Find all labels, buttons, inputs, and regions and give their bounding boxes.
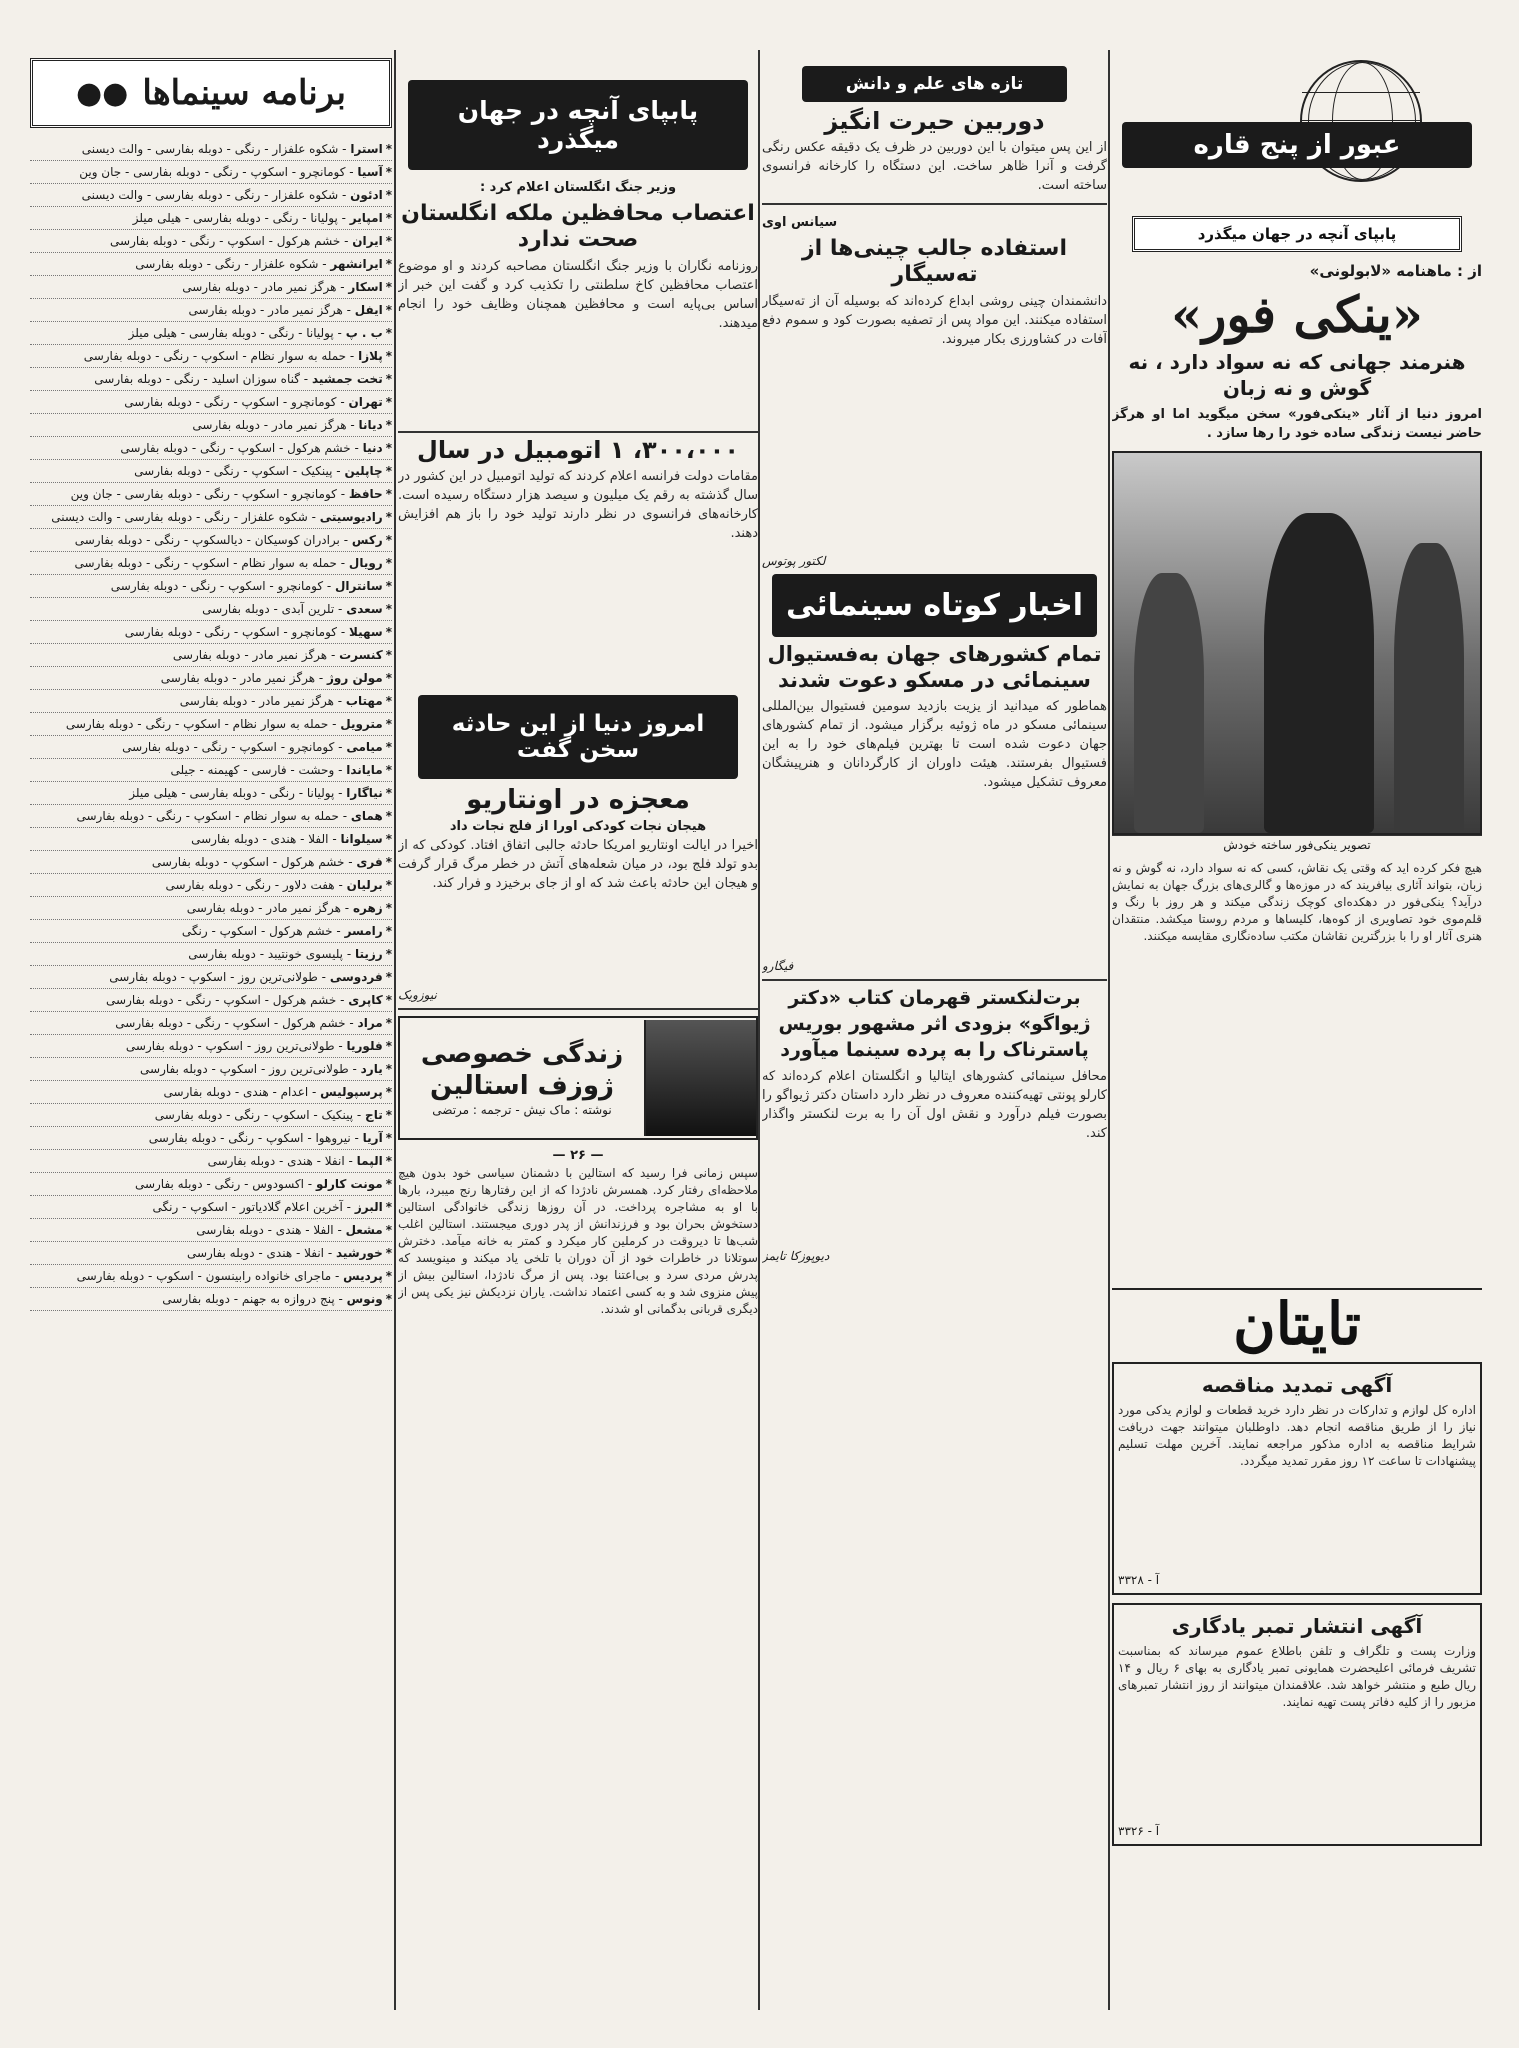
asterisk-icon: * <box>385 1131 392 1145</box>
article-subhead: هنرمند جهانی که نه سواد دارد ، نه گوش و نه زبان <box>1128 350 1466 400</box>
cinema-listing-item: *پردیس - ماجرای خانواده رابینسون - اسکوپ - دوبله بفارسی <box>30 1265 392 1288</box>
article-label: سیانس اوی <box>762 215 838 230</box>
cinema-listing-item: *کنسرت - هرگز نمیر مادر - دوبله بفارسی <box>30 644 392 667</box>
cinema-listing-item: *ایرانشهر - شکوه علفزار - رنگی - دوبله بفارسی <box>30 253 392 276</box>
cinema-name: سعدی <box>346 602 383 616</box>
asterisk-icon: * <box>385 809 392 823</box>
cinema-film-info: گناه سوزان اسلید - رنگی - دوبله بفارسی <box>94 372 300 386</box>
cinema-name: مهتاب <box>345 694 383 708</box>
asterisk-icon: * <box>385 349 392 363</box>
asterisk-icon: * <box>385 993 392 1007</box>
cinema-listing-item: *زهره - هرگز نمیر مادر - دوبله بفارسی <box>30 897 392 920</box>
people-icon: ●● <box>76 75 129 111</box>
asterisk-icon: * <box>385 694 392 708</box>
section-banner: پابپای آنچه در جهان میگذرد <box>408 80 748 170</box>
cinema-film-info: خشم هرکول - اسکوپ - رنگی - دوبله بفارسی <box>120 441 351 455</box>
asterisk-icon: * <box>385 1154 392 1168</box>
cinema-name: فردوسی <box>329 970 383 984</box>
cinema-film-info: پولیانا - رنگی - دوبله بفارسی - هیلی میلز <box>128 326 334 340</box>
cinema-film-info: پینکیک - اسکوپ - رنگی - دوبله بفارسی <box>154 1108 354 1122</box>
asterisk-icon: * <box>385 924 392 938</box>
cinema-film-info: حمله به سوار نظام - اسکوپ - رنگی - دوبله بفارسی <box>76 809 339 823</box>
cinema-listing-item: *مهتاب - هرگز نمیر مادر - دوبله بفارسی <box>30 690 392 713</box>
cinema-name: کنسرت <box>339 648 383 662</box>
cinema-film-info: هرگز نمیر مادر - دوبله بفارسی <box>186 901 341 915</box>
cinema-listing-item: *دنیا - خشم هرکول - اسکوپ - رنگی - دوبله بفارسی <box>30 437 392 460</box>
cinema-listing-item: *ونوس - پنج دروازه به جهنم - دوبله بفارسی <box>30 1288 392 1311</box>
photo-caption: تصویر ینکی‌فور ساخته خودش <box>1112 835 1482 854</box>
article-headline: «ینکی فور» <box>1170 285 1424 344</box>
cinema-name: کاپری <box>348 993 383 1007</box>
cinema-film-info: هرگز نمیر مادر - دوبله بفارسی <box>188 303 343 317</box>
cinema-name: میامی <box>346 740 383 754</box>
asterisk-icon: * <box>385 142 392 156</box>
cinema-film-info: کومانچرو - اسکوپ - رنگی - دوبله بفارسی <box>122 740 335 754</box>
asterisk-icon: * <box>385 395 392 409</box>
cinema-film-info: کومانچرو - اسکوپ - رنگی - دوبله بفارسی <box>124 625 338 639</box>
article-signature: فیگارو <box>762 959 794 973</box>
cinema-list <box>30 138 392 1311</box>
asterisk-icon: * <box>385 717 392 731</box>
cinema-listing-item: *رادیوسیتی - شکوه علفزار - رنگی - دوبله بفارسی - والت دیسنی <box>30 506 392 529</box>
asterisk-icon: * <box>385 464 392 478</box>
column-world-five-continents <box>1112 60 1482 2010</box>
cinema-film-info: آخرین اعلام گلادیاتور - اسکوپ - رنگی <box>152 1200 343 1214</box>
cinema-film-info: پنج دروازه به جهنم - دوبله بفارسی <box>162 1292 335 1306</box>
asterisk-icon: * <box>385 625 392 639</box>
cinema-listing-item: *آریا - نیروهوا - اسکوپ - رنگی - دوبله بفارسی <box>30 1127 392 1150</box>
cinema-name: مولن روژ <box>327 671 383 685</box>
cinema-name: سیلوانا <box>340 832 383 846</box>
cinema-listing-item: *حافظ - کومانچرو - اسکوپ - رنگی - دوبله بفارسی - جان وین <box>30 483 392 506</box>
cinema-name: یارد <box>360 1062 383 1076</box>
cinema-name: ونوس <box>346 1292 383 1306</box>
article-headline: دوربین حیرت انگیز <box>824 107 1045 135</box>
cinema-name: ایفل <box>354 303 383 317</box>
asterisk-icon: * <box>385 763 392 777</box>
cinema-listing-item: *نیاگارا - پولیانا - رنگی - دوبله بفارسی - هیلی میلز <box>30 782 392 805</box>
series-part: — ۲۶ — <box>552 1148 604 1163</box>
asterisk-icon: * <box>385 556 392 570</box>
cinema-listing-item: *سعدی - تلرین آبدی - دوبله بفارسی <box>30 598 392 621</box>
cinema-name: رادیوسیتی <box>319 510 383 524</box>
titan-logo: تایتان <box>1112 1288 1482 1358</box>
asterisk-icon: * <box>385 1200 392 1214</box>
cinema-listing-item: *دیانا - هرگز نمیر مادر - دوبله بفارسی <box>30 414 392 437</box>
section-banner: تازه های علم و دانش <box>802 66 1067 102</box>
cinema-listing-item: *پلازا - حمله به سوار نظام - اسکوپ - رنگی - دوبله بفارسی <box>30 345 392 368</box>
asterisk-icon: * <box>385 786 392 800</box>
cinema-listing-item: *البرز - آخرین اعلام گلادیاتور - اسکوپ - رنگی <box>30 1196 392 1219</box>
asterisk-icon: * <box>385 1016 392 1030</box>
cinema-listing-item: *پرسپولیس - اعدام - هندی - دوبله بفارسی <box>30 1081 392 1104</box>
cinema-name: پرسپولیس <box>320 1085 383 1099</box>
article-signature: دیوپوزکا تایمز <box>762 1249 830 1263</box>
cinema-film-info: حمله به سوار نظام - اسکوپ - رنگی - دوبله بفارسی <box>83 349 347 363</box>
asterisk-icon: * <box>385 326 392 340</box>
cinema-listing-item: *رامسر - خشم هرکول - اسکوپ - رنگی <box>30 920 392 943</box>
cinema-film-info: حمله به سوار نظام - اسکوپ - رنگی - دوبله بفارسی <box>74 556 337 570</box>
cinema-name: زهره <box>352 901 383 915</box>
cinema-name: حافظ <box>348 487 383 501</box>
cinema-film-info: شکوه علفزار - رنگی - دوبله بفارسی - والت دیسنی <box>81 142 339 156</box>
section-label: پابپای آنچه در جهان میگذرد <box>1132 216 1462 252</box>
column-world-events <box>398 50 758 2010</box>
series-author: نوشته : ماک نیش - ترجمه : مرتضی <box>432 1102 612 1117</box>
cinema-name: مایاندا <box>346 763 383 777</box>
asterisk-icon: * <box>385 211 392 225</box>
article-body: هیچ فکر کرده اید که وقتی یک نقاش، کسی که نه سواد دارد، نه گوش و نه زبان، بتواند آثاری بیافریند که در موزه‌ها و گالری‌های بزرگ جهان به نمایش درآید؟ ینکی‌فور در دهکده‌ای کوچک زندگی میکند و هر روز با رنگ و قلم‌موی خود تصاویری از کوه‌ها، کلیساها و مردم روستا میکشد. منتقدان هنری آثار او را با بزرگترین نقاشان مکتب ساده‌نگاری مقایسه میکنند. <box>1112 861 1482 943</box>
article-body: محافل سینمائی کشورهای ایتالیا و انگلستان اعلام کرده‌اند که کارلو پونتی تهیه‌کننده معروف در نظر دارد داستان دکتر ژیواگو را بصورت فیلم درآورد و نقش اول آن را به برت لنکستر واگذار کند. <box>762 1069 1107 1141</box>
cinema-film-info: هفت دلاور - رنگی - دوبله بفارسی <box>165 878 335 892</box>
cinema-listing-item: *تخت جمشید - گناه سوزان اسلید - رنگی - دوبله بفارسی <box>30 368 392 391</box>
cinema-listing-item: *مایاندا - وحشت - فارسی - کهیمنه - جیلی <box>30 759 392 782</box>
cinema-name: فلوریا <box>346 1039 383 1053</box>
stamp-notice-ref: آ - ۳۳۲۶ <box>1118 1824 1160 1838</box>
column-rule <box>758 50 760 2010</box>
cinema-film-info: کومانچرو - اسکوپ - رنگی - دوبله بفارسی - جان وین <box>79 165 346 179</box>
article-intro: امروز دنیا از آثار «ینکی‌فور» سخن میگوید اما او هرگز حاضر نیست زندگی ساده خود را رها سازد . <box>1112 407 1482 441</box>
article-headline: برت‌لنکستر قهرمان کتاب «دکتر ژیواگو» بزودی اثر مشهور بوریس پاسترناک را به پرده سینما میآورد <box>778 987 1091 1061</box>
cinema-name: ایرانشهر <box>330 257 383 271</box>
asterisk-icon: * <box>385 372 392 386</box>
cinema-name: الپما <box>356 1154 383 1168</box>
cinema-film-info: خشم هرکول - اسکوپ - رنگی - دوبله بفارسی <box>115 1016 346 1030</box>
cinema-film-info: خشم هرکول - اسکوپ - دوبله بفارسی <box>151 855 345 869</box>
article-body: اخیرا در ایالت اونتاریو امریکا حادثه جالبی اتفاق افتاد. کودکی که از بدو تولد فلج بود، در میان شعله‌های آتش در خطر مرگ قرار گرفت و هیجان این حادثه باعث شد که او از جای برخیزد و فرار کند. <box>398 838 758 891</box>
asterisk-icon: * <box>385 1246 392 1260</box>
cinema-listing-item: *سهیلا - کومانچرو - اسکوپ - رنگی - دوبله بفارسی <box>30 621 392 644</box>
cinema-film-info: طولانی‌ترین روز - اسکوپ - دوبله بفارسی <box>109 970 318 984</box>
cinema-name: آریا <box>362 1131 383 1145</box>
asterisk-icon: * <box>385 1039 392 1053</box>
tender-notice-body: اداره کل لوازم و تدارکات در نظر دارد خرید قطعات و لوازم یدکی مورد نیاز را از طریق مناقصه انجام دهد. داوطلبان میتوانند جهت دریافت شرایط مناقصه به اداره مذکور مراجعه نمایند. آخرین مهلت تسلیم پیشنهادات تا ساعت ۱۲ روز مقرر تمدید میگردد. <box>1118 1403 1476 1468</box>
cinema-name: چاپلین <box>344 464 383 478</box>
asterisk-icon: * <box>385 1292 392 1306</box>
cinema-film-info: حمله به سوار نظام - اسکوپ - رنگی - دوبله بفارسی <box>65 717 329 731</box>
section-banner: عبور از پنج قاره <box>1122 122 1472 168</box>
cinema-film-info: وحشت - فارسی - کهیمنه - جیلی <box>170 763 335 777</box>
asterisk-icon: * <box>385 533 392 547</box>
asterisk-icon: * <box>385 855 392 869</box>
stalin-portrait <box>644 1020 756 1136</box>
cinema-film-info: شکوه علفزار - رنگی - دوبله بفارسی <box>135 257 319 271</box>
cinema-name: تهران <box>348 395 383 409</box>
cinema-listing-item: *امپایر - پولیانا - رنگی - دوبله بفارسی - هیلی میلز <box>30 207 392 230</box>
cinema-listing-item: *برلیان - هفت دلاور - رنگی - دوبله بفارسی <box>30 874 392 897</box>
section-banner: امروز دنیا از این حادثه سخن گفت <box>418 695 738 779</box>
cinema-name: اسکار <box>348 280 383 294</box>
photo-figure <box>1134 573 1204 833</box>
cinema-name: مترویل <box>340 717 383 731</box>
cinema-name: آسیا <box>357 165 383 179</box>
cinema-name: استرا <box>350 142 383 156</box>
asterisk-icon: * <box>385 970 392 984</box>
asterisk-icon: * <box>385 947 392 961</box>
cinema-film-info: پولیانا - رنگی - دوبله بفارسی - هیلی میلز <box>132 211 338 225</box>
asterisk-icon: * <box>385 648 392 662</box>
cinema-listing-item: *فلوریا - طولانی‌ترین روز - اسکوپ - دوبله بفارسی <box>30 1035 392 1058</box>
cinema-listing-item: *ادئون - شکوه علفزار - رنگی - دوبله بفارسی - والت دیسنی <box>30 184 392 207</box>
article-signature: لکتور پوتوس <box>762 554 826 568</box>
cinema-listing-item: *کاپری - خشم هرکول - اسکوپ - رنگی - دوبله بفارسی <box>30 989 392 1012</box>
cinema-listing-item: *رویال - حمله به سوار نظام - اسکوپ - رنگی - دوبله بفارسی <box>30 552 392 575</box>
asterisk-icon: * <box>385 1085 392 1099</box>
cinema-film-info: الفلا - هندی - دوبله بفارسی <box>191 832 329 846</box>
cinema-name: ب . پ <box>345 326 383 340</box>
asterisk-icon: * <box>385 188 392 202</box>
cinema-film-info: شکوه علفزار - رنگی - دوبله بفارسی - والت دیسنی <box>81 188 339 202</box>
cinema-name: رزیتا <box>354 947 383 961</box>
stamp-notice-title: آگهی انتشار تمبر یادگاری <box>1171 1614 1423 1638</box>
cinema-film-info: طولانی‌ترین روز - اسکوپ - دوبله بفارسی <box>140 1062 349 1076</box>
cinema-film-info: الفلا - هندی - دوبله بفارسی <box>196 1223 334 1237</box>
article-source: از : ماهنامه «لابولونی» <box>1309 262 1482 280</box>
cinema-name: رویال <box>348 556 383 570</box>
cinema-header-title: برنامه سینماها <box>142 73 346 113</box>
asterisk-icon: * <box>385 1062 392 1076</box>
article-body: هماطور که میدانید از یزیت بازدید سومین فستیوال بین‌المللی سینمائی مسکو در ماه ژوئیه برگزار میشود. از تمام کشورهای جهان دعوت شده است تا بهترین فیلم‌های خود را به این فستیوال بفرستند. هیئت داوران از کارگردانان و هنرپیشگان معروف تشکیل میشود. <box>762 699 1107 790</box>
asterisk-icon: * <box>385 487 392 501</box>
cinema-film-info: پینکیک - اسکوپ - رنگی - دوبله بفارسی <box>134 464 333 478</box>
asterisk-icon: * <box>385 165 392 179</box>
article-headline: معجزه در اونتاریو <box>466 785 690 815</box>
cinema-film-info: خشم هرکول - اسکوپ - رنگی <box>181 924 333 938</box>
cinema-header <box>30 58 392 128</box>
section-banner: اخبار کوتاه سینمائی <box>772 574 1097 637</box>
cinema-listing-item: *ب . پ - پولیانا - رنگی - دوبله بفارسی - هیلی میلز <box>30 322 392 345</box>
cinema-listing-item: *ایفل - هرگز نمیر مادر - دوبله بفارسی <box>30 299 392 322</box>
cinema-listing-item: *مترویل - حمله به سوار نظام - اسکوپ - رنگی - دوبله بفارسی <box>30 713 392 736</box>
cinema-listing-item: *رکس - برادران کوسیکان - دیالسکوپ - رنگی - دوبله بفارسی <box>30 529 392 552</box>
cinema-film-info: نیروهوا - اسکوپ - رنگی - دوبله بفارسی <box>148 1131 351 1145</box>
article-headline: استفاده جالب چینی‌ها از ته‌سیگار <box>802 236 1067 287</box>
asterisk-icon: * <box>385 441 392 455</box>
cinema-listing-item: *همای - حمله به سوار نظام - اسکوپ - رنگی - دوبله بفارسی <box>30 805 392 828</box>
cinema-film-info: پلیسوی خونتیبد - دوبله بفارسی <box>188 947 344 961</box>
asterisk-icon: * <box>385 671 392 685</box>
cinema-name: خورشید <box>336 1246 383 1260</box>
cinema-listing-item: *اسکار - هرگز نمیر مادر - دوبله بفارسی <box>30 276 392 299</box>
asterisk-icon: * <box>385 1177 392 1191</box>
cinema-listing-item: *سانترال - کومانچرو - اسکوپ - رنگی - دوبله بفارسی <box>30 575 392 598</box>
cinema-listing-item: *ایران - خشم هرکول - اسکوپ - رنگی - دوبله بفارسی <box>30 230 392 253</box>
cinema-name: مشعل <box>345 1223 383 1237</box>
asterisk-icon: * <box>385 901 392 915</box>
asterisk-icon: * <box>385 602 392 616</box>
cinema-film-info: اعدام - هندی - دوبله بفارسی <box>163 1085 309 1099</box>
series-body: سپس زمانی فرا رسید که استالین با دشمنان سیاسی خود بدون هیچ ملاحظه‌ای رفتار کرد. همسرش نادژدا که از این رفتارها رنج میبرد، بارها با او به مشاجره پرداخت. در آن روزها زندگی خانوادگی استالین دستخوش بحران بود و فرزندانش از پدر دوری میجستند. استالین اغلب شب‌ها تا دیروقت در کرملین کار میکرد و کمتر به خانه میآمد. دخترش سوتلانا در خاطرات خود از آن دوران با تلخی یاد میکند و مینویسد که پدرش مردی سرد و بی‌اعتنا بود. پس از مرگ نادژدا، استالین بیش از پیش منزوی شد و به کسی اعتماد نداشت. یاران نزدیکش نیز یکی پس از دیگری قربانی بدگمانی او شدند. <box>398 1166 758 1316</box>
cinema-name: همای <box>350 809 383 823</box>
photo-figure <box>1394 543 1464 833</box>
cinema-listing-item: *مراد - خشم هرکول - اسکوپ - رنگی - دوبله بفارسی <box>30 1012 392 1035</box>
cinema-listing-item: *تهران - کومانچرو - اسکوپ - رنگی - دوبله بفارسی <box>30 391 392 414</box>
cinema-name: نیاگارا <box>346 786 383 800</box>
cinema-listing-item: *مونت کارلو - اکسودوس - رنگی - دوبله بفارسی <box>30 1173 392 1196</box>
article-subhead: هیجان نجات کودکی اورا از فلج نجات داد <box>449 819 707 834</box>
cinema-listing-item: *یارد - طولانی‌ترین روز - اسکوپ - دوبله بفارسی <box>30 1058 392 1081</box>
cinema-film-info: هرگز نمیر مادر - دوبله بفارسی <box>182 280 337 294</box>
article-kicker: وزیر جنگ انگلستان اعلام کرد : <box>479 180 677 195</box>
cinema-listing-item: *آسیا - کومانچرو - اسکوپ - رنگی - دوبله بفارسی - جان وین <box>30 161 392 184</box>
cinema-name: ادئون <box>350 188 383 202</box>
cinema-listing-item: *سیلوانا - الفلا - هندی - دوبله بفارسی <box>30 828 392 851</box>
cinema-listing-item: *الپما - انفلا - هندی - دوبله بفارسی <box>30 1150 392 1173</box>
cinema-film-info: پولیانا - رنگی - دوبله بفارسی - هیلی میلز <box>129 786 335 800</box>
article-headline: ۳۰۰،۰۰۰، ۱ اتومبیل در سال <box>417 436 739 464</box>
article-headline: تمام کشورهای جهان به‌فستیوال سینمائی در مسکو دعوت شدند <box>767 642 1102 692</box>
cinema-film-info: خشم هرکول - اسکوپ - رنگی - دوبله بفارسی <box>106 993 337 1007</box>
header-block <box>1112 60 1482 210</box>
asterisk-icon: * <box>385 257 392 271</box>
asterisk-icon: * <box>385 234 392 248</box>
column-rule <box>394 50 396 2010</box>
cinema-film-info: برادران کوسیکان - دیالسکوپ - رنگی - دوبله بفارسی <box>74 533 340 547</box>
article-headline: اعتصاب محافظین ملکه انگلستان صحت ندارد <box>401 201 755 252</box>
cinema-listing-item: *استرا - شکوه علفزار - رنگی - دوبله بفارسی - والت دیسنی <box>30 138 392 161</box>
series-title: زندگی خصوصی ژوزف استالین <box>420 1038 624 1101</box>
cinema-name: برلیان <box>346 878 383 892</box>
cinema-name: تخت جمشید <box>311 372 383 386</box>
asterisk-icon: * <box>385 303 392 317</box>
cinema-name: تاج <box>365 1108 383 1122</box>
column-science-cinema <box>762 50 1107 2010</box>
stamp-notice <box>1112 1603 1482 1846</box>
cinema-name: مراد <box>357 1016 383 1030</box>
asterisk-icon: * <box>385 510 392 524</box>
cinema-film-info: ماجرای خانواده رابینسون - اسکوپ - دوبله بفارسی <box>76 1269 332 1283</box>
cinema-film-info: کومانچرو - اسکوپ - رنگی - دوبله بفارسی - جان وین <box>70 487 337 501</box>
cinema-name: فری <box>356 855 383 869</box>
cinema-listing-item: *میامی - کومانچرو - اسکوپ - رنگی - دوبله بفارسی <box>30 736 392 759</box>
asterisk-icon: * <box>385 832 392 846</box>
tender-notice-title: آگهی تمدید مناقصه <box>1201 1373 1393 1397</box>
cinema-film-info: کومانچرو - اسکوپ - رنگی - دوبله بفارسی <box>124 395 337 409</box>
tender-notice-ref: آ - ۳۳۲۸ <box>1118 1573 1160 1587</box>
cinema-film-info: اکسودوس - رنگی - دوبله بفارسی <box>134 1177 304 1191</box>
cinema-film-info: خشم هرکول - اسکوپ - رنگی - دوبله بفارسی <box>110 234 341 248</box>
cinema-film-info: هرگز نمیر مادر - دوبله بفارسی <box>179 694 334 708</box>
article-photo <box>1112 451 1482 835</box>
column-cinema-listings <box>30 50 392 2010</box>
cinema-name: ایران <box>352 234 383 248</box>
asterisk-icon: * <box>385 1223 392 1237</box>
cinema-name: البرز <box>354 1200 383 1214</box>
cinema-name: رامسر <box>344 924 383 938</box>
cinema-listing-item: *فردوسی - طولانی‌ترین روز - اسکوپ - دوبله بفارسی <box>30 966 392 989</box>
cinema-listing-item: *خورشید - انفلا - هندی - دوبله بفارسی <box>30 1242 392 1265</box>
asterisk-icon: * <box>385 1269 392 1283</box>
article-body: از این پس میتوان با این دوربین در ظرف یک دقیقه عکس رنگی گرفت و آنرا ظاهر ساخت. این دستگاه را کارخانه فرانسوی ساخته است. <box>762 140 1107 193</box>
cinema-film-info: شکوه علفزار - رنگی - دوبله بفارسی - والت دیسنی <box>51 510 308 524</box>
cinema-film-info: هرگز نمیر مادر - دوبله بفارسی <box>160 671 316 685</box>
cinema-name: سانترال <box>335 579 383 593</box>
asterisk-icon: * <box>385 280 392 294</box>
article-signature: نیوزویک <box>398 988 437 1002</box>
column-rule <box>1108 50 1110 2010</box>
asterisk-icon: * <box>385 740 392 754</box>
cinema-film-info: انفلا - هندی - دوبله بفارسی <box>207 1154 345 1168</box>
cinema-name: مونت کارلو <box>315 1177 383 1191</box>
cinema-film-info: طولانی‌ترین روز - اسکوپ - دوبله بفارسی <box>125 1039 335 1053</box>
article-body: روزنامه نگاران با وزیر جنگ انگلستان مصاحبه کردند و او موضوع اعتصاب محافظین کاخ سلطنتی را تکذیب کرد و گفت این خبر از اساس بی‌پایه است و محافظین همچنان وظایف خود را انجام میدهند. <box>398 259 758 331</box>
article-body: مقامات دولت فرانسه اعلام کردند که تولید اتومبیل در این کشور در سال گذشته به رقم یک میلیون و سیصد هزار دستگاه رسیده است. کارخانه‌های فرانسوی در نظر دارند تولید خود را باز هم افزایش دهند. <box>398 469 758 541</box>
cinema-listing-item: *مولن روژ - هرگز نمیر مادر - دوبله بفارسی <box>30 667 392 690</box>
article-body: دانشمندان چینی روشی ابداع کرده‌اند که بوسیله آن از ته‌سیگار استفاده میکنند. این مواد پس از تصفیه بصورت کود و سموم دفع آفات در کشاورزی بکار میروند. <box>762 294 1107 347</box>
asterisk-icon: * <box>385 579 392 593</box>
asterisk-icon: * <box>385 1108 392 1122</box>
photo-figure <box>1264 513 1374 833</box>
cinema-name: پلازا <box>358 349 383 363</box>
cinema-name: رکس <box>351 533 383 547</box>
tender-notice <box>1112 1362 1482 1595</box>
cinema-listing-item: *تاج - پینکیک - اسکوپ - رنگی - دوبله بفارسی <box>30 1104 392 1127</box>
cinema-film-info: انفلا - هندی - دوبله بفارسی <box>186 1246 325 1260</box>
cinema-film-info: کومانچرو - اسکوپ - رنگی - دوبله بفارسی <box>110 579 324 593</box>
cinema-name: امپایر <box>349 211 383 225</box>
cinema-listing-item: *چاپلین - پینکیک - اسکوپ - رنگی - دوبله بفارسی <box>30 460 392 483</box>
cinema-listing-item: *رزیتا - پلیسوی خونتیبد - دوبله بفارسی <box>30 943 392 966</box>
cinema-film-info: تلرین آبدی - دوبله بفارسی <box>202 602 335 616</box>
series-header <box>398 1016 758 1140</box>
asterisk-icon: * <box>385 878 392 892</box>
cinema-listing-item: *مشعل - الفلا - هندی - دوبله بفارسی <box>30 1219 392 1242</box>
cinema-name: دیانا <box>358 418 383 432</box>
cinema-name: دنیا <box>362 441 383 455</box>
cinema-film-info: هرگز نمیر مادر - دوبله بفارسی <box>192 418 347 432</box>
cinema-name: سهیلا <box>348 625 383 639</box>
cinema-listing-item: *فری - خشم هرکول - اسکوپ - دوبله بفارسی <box>30 851 392 874</box>
stamp-notice-body: وزارت پست و تلگراف و تلفن باطلاع عموم میرساند که بمناسبت تشریف فرمائی اعلیحضرت همایونی تمبر یادگاری به بهای ۶ ریال و ۱۴ ریال طبع و منتشر خواهد شد. علاقمندان میتوانند از روز انتشار تمبرهای مزبور را از کلیه دفاتر پست تهیه نمایند. <box>1118 1644 1476 1709</box>
cinema-name: پردیس <box>343 1269 383 1283</box>
asterisk-icon: * <box>385 418 392 432</box>
cinema-film-info: هرگز نمیر مادر - دوبله بفارسی <box>172 648 328 662</box>
